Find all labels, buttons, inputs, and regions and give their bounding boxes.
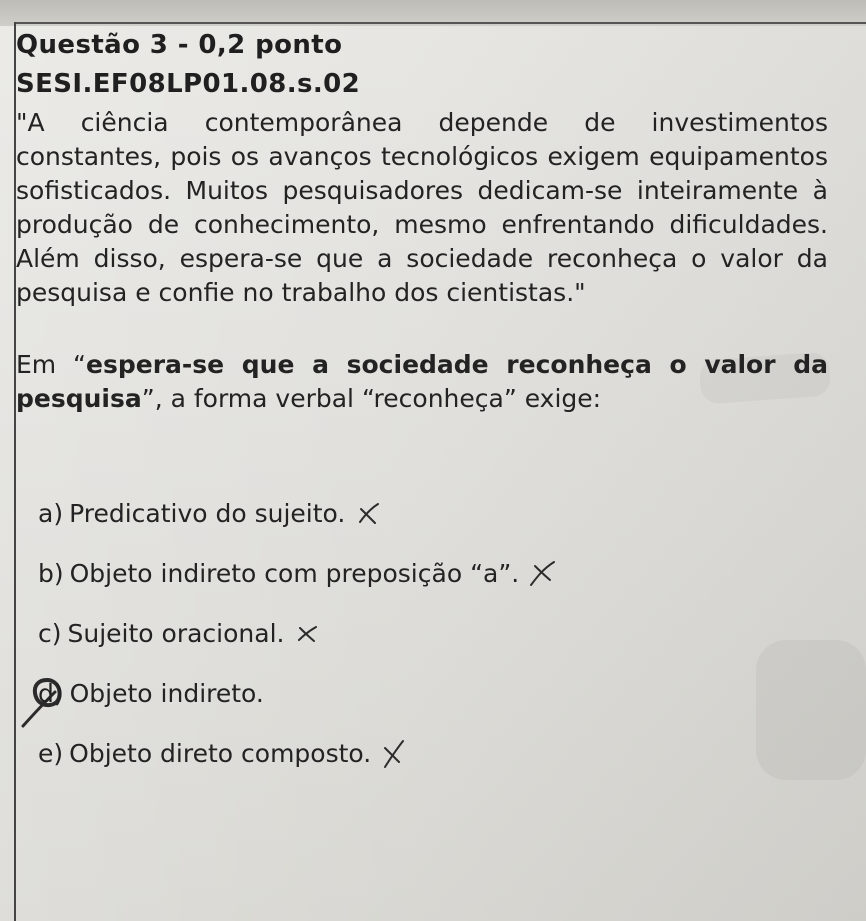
option-a-letter: a)	[38, 499, 64, 528]
option-e-text: Objeto direto composto.	[69, 739, 372, 768]
question-content	[16, 28, 828, 798]
question-prompt	[16, 348, 828, 416]
answer-options	[38, 498, 828, 770]
option-c-letter: c)	[38, 619, 62, 648]
x-mark-icon	[527, 559, 557, 589]
option-d[interactable]	[38, 678, 828, 710]
option-c-text: Sujeito oracional.	[67, 619, 285, 648]
option-b[interactable]	[38, 558, 828, 590]
question-highlight: espera-se que a sociedade reconheça o valor da pesquisa	[16, 350, 828, 413]
x-mark-icon	[353, 499, 383, 529]
question-prefix: Em “	[16, 350, 87, 379]
option-e[interactable]	[38, 738, 828, 770]
option-d-text: Objeto indireto.	[69, 679, 264, 708]
x-mark-icon	[379, 739, 409, 769]
top-border-line	[14, 22, 866, 24]
option-d-letter: d)	[38, 679, 64, 708]
option-a-text: Predicativo do sujeito.	[69, 499, 346, 528]
option-b-letter: b)	[38, 559, 64, 588]
source-passage: "A ciência contemporânea depende de investimentos constantes, pois os avanços tecnológicos exigem equipamentos sofisticados. Muitos pesquisadores dedicam-se inteiramente à produção de conhecimento, mesmo enfrentando dificuldades. Além disso, espera-se que a sociedade reconheça o valor da pesquisa e confie no trabalho dos cientistas."	[16, 108, 828, 307]
option-e-letter: e)	[38, 739, 64, 768]
x-mark-icon	[292, 619, 322, 649]
option-c[interactable]	[38, 618, 828, 650]
question-suffix: ”, a forma verbal “reconheça” exige:	[141, 384, 602, 413]
question-title: Questão 3 - 0,2 ponto	[16, 30, 343, 60]
option-a[interactable]	[38, 498, 828, 530]
question-code: SESI.EF08LP01.08.s.02	[16, 69, 361, 99]
option-b-text: Objeto indireto com preposição “a”.	[69, 559, 520, 588]
